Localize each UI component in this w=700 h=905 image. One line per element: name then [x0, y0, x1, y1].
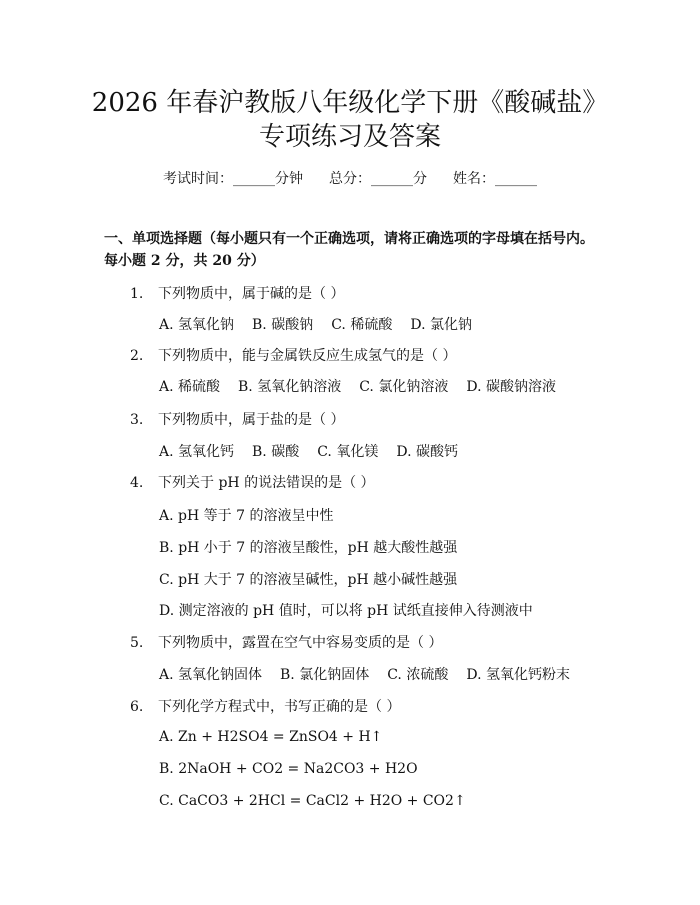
question-number: 5. — [130, 635, 144, 651]
question-3-options — [159, 441, 476, 461]
option-b: B. 碳酸钠 — [252, 317, 314, 333]
option-c: C. pH 大于 7 的溶液呈碱性，pH 越小碱性越强 — [159, 572, 458, 588]
question-number: 4. — [130, 475, 144, 491]
question-5 — [130, 632, 442, 652]
document-title-line2: 专项练习及答案 — [258, 122, 441, 152]
option-c: C. 浓硫酸 — [387, 667, 449, 683]
question-number: 3. — [130, 412, 144, 428]
option-d: D. 氯化钠 — [410, 317, 472, 333]
option-b: B. pH 小于 7 的溶液呈酸性，pH 越大酸性越强 — [159, 540, 458, 556]
question-text: 下列物质中，能与金属铁反应生成氢气的是（ ） — [158, 348, 457, 364]
option-a: A. 氢氧化钙 — [159, 444, 235, 460]
option-c: C. CaCO3 + 2HCl = CaCl2 + H2O + CO2↑ — [159, 793, 466, 809]
question-2 — [130, 345, 456, 365]
question-number: 6. — [130, 699, 144, 715]
question-number: 2. — [130, 348, 144, 364]
option-c: C. 氯化钠溶液 — [359, 379, 449, 395]
section-heading-line2: 每小题 2 分，共 20 分） — [104, 253, 265, 269]
question-5-options — [159, 664, 588, 684]
option-a: A. 稀硫酸 — [159, 379, 221, 395]
option-b: B. 2NaOH + CO2 = Na2CO3 + H2O — [159, 761, 418, 777]
exam-info — [0, 168, 700, 188]
option-d: D. 测定溶液的 pH 值时，可以将 pH 试纸直接伸入待测液中 — [159, 603, 533, 619]
name-field: 姓名：______ — [453, 171, 537, 187]
option-a: A. 氢氧化钠 — [159, 317, 235, 333]
question-text: 下列物质中，露置在空气中容易变质的是（ ） — [158, 635, 443, 651]
option-b: B. 碳酸 — [252, 444, 300, 460]
option-c: C. 稀硫酸 — [331, 317, 393, 333]
question-3 — [130, 409, 344, 429]
option-b: B. 氢氧化钠溶液 — [238, 379, 342, 395]
total-score-field: 总分：______分 — [329, 171, 427, 187]
option-d: D. 氢氧化钙粉末 — [466, 667, 570, 683]
question-text: 下列物质中，属于盐的是（ ） — [158, 412, 345, 428]
question-6 — [130, 696, 400, 716]
document-title-line1: 2026 年春沪教版八年级化学下册《酸碱盐》 — [91, 88, 609, 118]
option-a: A. 氢氧化钠固体 — [159, 667, 263, 683]
question-text: 下列物质中，属于碱的是（ ） — [158, 286, 345, 302]
question-4 — [130, 472, 375, 492]
option-a: A. pH 等于 7 的溶液呈中性 — [159, 508, 334, 524]
option-b: B. 氯化钠固体 — [280, 667, 370, 683]
question-text: 下列关于 pH 的说法错误的是（ ） — [158, 475, 375, 491]
question-2-options — [159, 376, 574, 396]
option-c: C. 氧化镁 — [317, 444, 379, 460]
option-a: A. Zn + H2SO4 = ZnSO4 + H↑ — [159, 729, 383, 745]
option-d: D. 碳酸钙 — [396, 444, 458, 460]
question-text: 下列化学方程式中，书写正确的是（ ） — [158, 699, 401, 715]
question-1-options — [159, 314, 490, 334]
option-d: D. 碳酸钠溶液 — [466, 379, 556, 395]
question-number: 1. — [130, 286, 144, 302]
section-heading-line1: 一、单项选择题（每小题只有一个正确选项，请将正确选项的字母填在括号内。 — [104, 231, 594, 247]
question-1 — [130, 283, 344, 303]
exam-time-field: 考试时间：______分钟 — [163, 171, 303, 187]
